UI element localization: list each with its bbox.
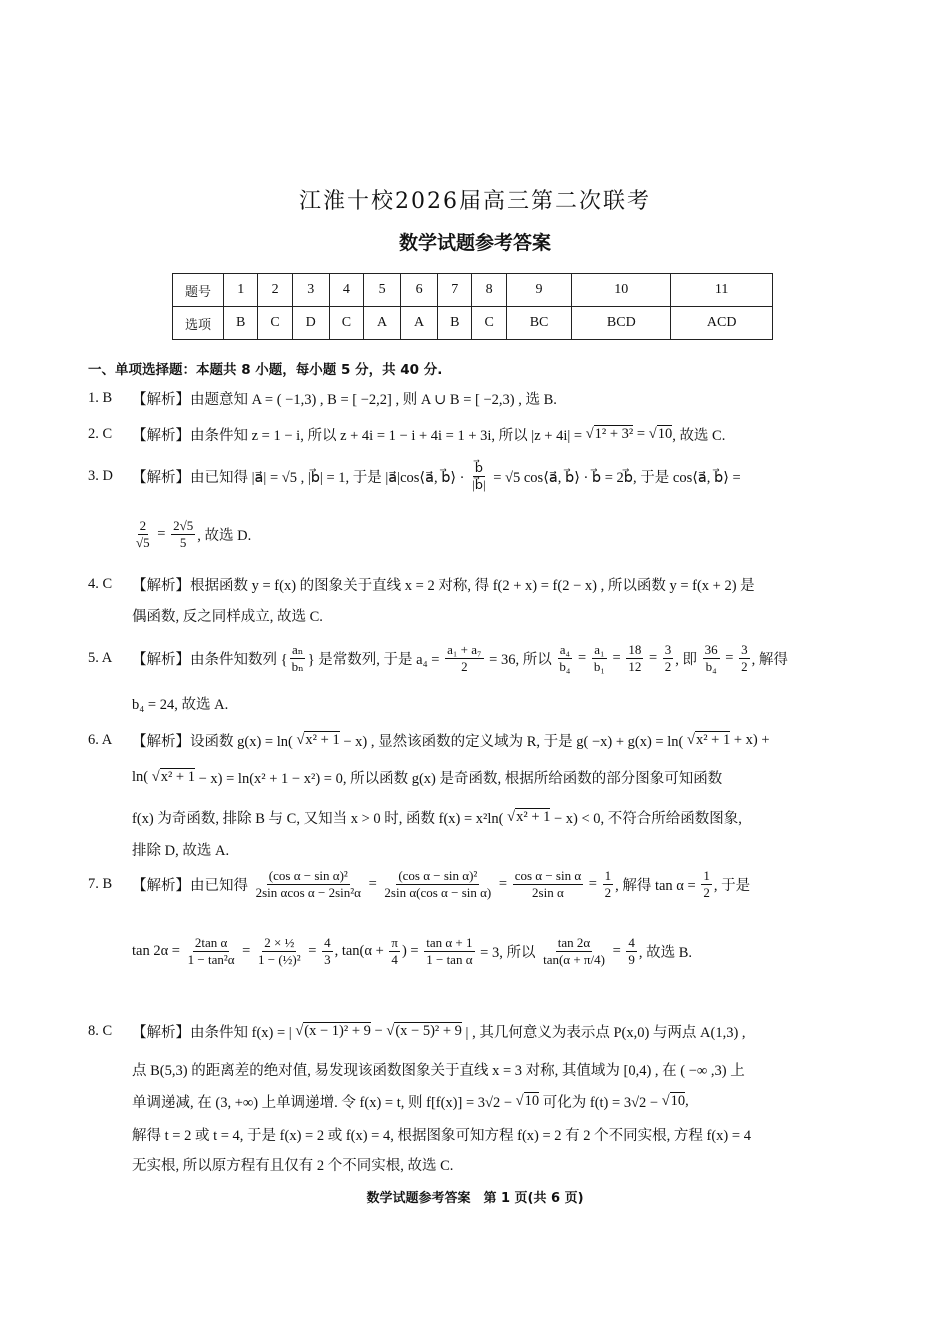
solution-line [88,388,860,409]
numerator: (cos α − sin α)² [267,868,350,885]
row-label: 选项 [173,307,224,340]
numerator: 2tan α [193,935,229,952]
denominator: 2sin α(cos α − sin α) [384,885,492,901]
text-run: = [633,426,649,442]
numerator: π [389,935,400,952]
solution-line [88,730,860,751]
radicand: x² + 1 [516,809,551,825]
text-run: , [685,1093,689,1109]
text-run: − [370,1023,387,1039]
denominator: 2 [461,659,468,675]
text-run: = [608,943,625,960]
denominator: 12 [628,659,642,675]
solution-line [132,1154,860,1175]
text-run: 偶函数, 反之同样成立, 故选 C. [132,609,323,625]
question-label: 7. B [88,876,113,893]
solution-line [132,767,860,788]
text-run: = [608,650,625,667]
question-number: 2 [258,274,292,307]
answer-table-answer-row [173,307,773,340]
answer-choice: B [224,307,258,340]
square-root [687,732,730,749]
text-run: = 36, 所以 [485,652,556,669]
numerator: a₁ [592,642,606,659]
radical-sign-icon: √ [295,1023,304,1039]
radicand: (x − 5)² + 9 [395,1023,462,1039]
radicand: 10 [524,1093,540,1109]
text-run: = [238,943,254,960]
question-number: 5 [364,274,401,307]
question-label: 2. C [88,426,113,442]
solution-line [132,518,860,552]
answer-choice: C [258,307,292,340]
numerator: 3 [739,642,750,659]
text-run: , 故选 B. [638,945,693,962]
solution-line [88,460,860,494]
fraction [557,642,572,676]
text-run: , 故选 D. [197,528,252,545]
numerator: 18 [626,642,643,659]
question-label: 5. A [88,650,113,667]
denominator: b₄ [705,659,717,675]
question-label: 3. D [88,468,113,485]
denominator: 9 [628,952,635,968]
radical-sign-icon: √ [648,426,657,442]
denominator: 2 [703,885,710,901]
fraction [382,868,493,902]
text-run: − x) , 显然该函数的定义域为 R, 于是 g( −x) + g(x) = ln( [339,734,687,750]
numerator: 2 [138,518,149,535]
denominator: 4 [391,952,398,968]
square-root [386,1023,462,1040]
radicand: 10 [670,1093,686,1109]
question-label: 6. A [88,732,113,748]
solution-line [88,868,860,902]
text-run: 排除 D, 故选 A. [132,843,230,859]
text-run: − x) = ln(x² + 1 − x²) = 0, 所以函数 g(x) 是奇函数, 根据所给函数的部分图象可知函数 [194,771,723,787]
radical-sign-icon: √ [296,732,305,748]
square-root [516,1093,539,1110]
fraction [290,642,306,676]
radical-sign-icon: √ [686,732,695,748]
text-run: 【解析】由条件知 f(x) = | [132,1025,296,1041]
text-run: = [574,650,590,667]
square-root [296,732,339,749]
fraction [739,642,750,676]
numerator: a₄ [558,642,572,659]
section-heading [88,358,860,378]
fraction [703,642,720,676]
text-run: 【解析】由已知得 [132,878,252,895]
numerator: tan 2α [556,935,592,952]
radical-sign-icon: √ [151,769,160,785]
text-run: 单调递减, 在 (3, +∞) 上单调递增. 令 f(x) = t, 则 f[f(x)] = 3√2 − [132,1095,516,1111]
numerator: 1 [701,868,712,885]
fraction [256,935,303,969]
text-run: , 即 [675,652,701,669]
denominator: 2sin αcos α − 2sin²α [255,885,361,901]
text-run: f(x) 为奇函数, 排除 B 与 C, 又知当 x > 0 时, 函数 f(x) = x²ln( [132,811,508,827]
radical-sign-icon: √ [661,1093,670,1109]
numerator: 2√5 [171,518,195,535]
question-number: 9 [506,274,571,307]
solution-line [88,424,860,445]
document-subtitle: 数学试题参考答案 [398,232,551,254]
square-root [152,769,195,786]
denominator: tan(α + π/4) [543,952,605,968]
numerator: (cos α − sin α)² [396,868,479,885]
solution-line [132,807,860,828]
fraction [626,935,637,969]
denominator: 2sin α [532,885,564,901]
numerator: 2 × ½ [262,935,296,952]
question-label: 8. C [88,1023,113,1039]
numerator: aₙ [290,642,305,659]
radical-sign-icon: √ [507,809,516,825]
answer-choice: A [401,307,438,340]
denominator: 2 [604,885,612,901]
text-run: 【解析】设函数 g(x) = ln( [132,734,297,750]
answer-choice: BCD [572,307,671,340]
solution-line [132,1059,860,1080]
solution-line [88,574,860,595]
question-label: 4. C [88,576,113,592]
question-label: 1. B [88,390,113,406]
text-run: = [645,650,661,667]
text-run: = [304,943,321,960]
text-run: , 解得 [751,652,788,669]
text-run: } 是常数列, 于是 a₄ = [307,652,444,669]
answer-choice: B [438,307,472,340]
text-run: ln( [132,769,152,785]
fraction [701,868,712,902]
numerator: 3 [663,642,674,659]
fraction [186,935,237,969]
text-run: b₄ = 24, 故选 A. [132,697,229,713]
answer-choice: A [364,307,401,340]
denominator: 3 [324,952,331,968]
text-run: 【解析】由条件知 z = 1 − i, 所以 z + 4i = 1 − i + 4i = 1 + 3i, 所以 |z + 4i| = [132,428,586,444]
fraction [513,868,583,902]
square-root [507,809,550,826]
radicand: (x − 1)² + 9 [304,1023,371,1039]
numerator: b⃗ [473,460,485,477]
text-run: = [585,876,601,893]
answer-choice: ACD [671,307,773,340]
answer-table-number-row [173,274,773,307]
question-number: 10 [572,274,671,307]
text-run: 【解析】根据函数 y = f(x) 的图象关于直线 x = 2 对称, 得 f(2 + x) = f(2 − x) , 所以函数 y = f(x + 2) 是 [132,578,755,594]
denominator: 1 − tan α [426,952,473,968]
text-run: = [364,876,381,893]
square-root [662,1093,685,1110]
text-run: = [495,876,511,893]
denominator: bₙ [291,659,304,675]
solution-line [132,1091,860,1112]
denominator: 1 − tan²α [187,952,235,968]
denominator: b₁ [593,659,605,675]
question-number: 4 [329,274,363,307]
answer-choice: C [472,307,506,340]
text-run: + x) + [730,732,770,748]
numerator: 4 [322,935,333,952]
question-number: 11 [671,274,773,307]
solution-line [88,642,860,676]
fraction [663,642,674,676]
question-number: 8 [472,274,506,307]
text-run: 一、单项选择题：本题共 8 小题，每小题 5 分，共 40 分. [88,362,443,378]
numerator: a₁ + a₇ [445,642,483,659]
text-run: , tan(α + [334,943,388,960]
fraction [424,935,474,969]
text-run: = 3, 所以 [476,945,540,962]
denominator: 1 − (½)² [257,952,301,968]
text-run: , 解得 tan α = [615,878,700,895]
radicand: x² + 1 [305,732,340,748]
solution-line [132,1124,860,1145]
text-run: = √5 cos⟨a⃗, b⃗⟩ · b⃗ = 2b⃗, 于是 cos⟨a⃗, b⃗⟩ = [489,470,741,487]
numerator: 4 [626,935,637,952]
fraction [470,460,487,494]
fraction [134,518,152,552]
text-run: | , 其几何意义为表示点 P(x,0) 与两点 A(1,3) , [461,1025,746,1041]
denominator: 2 [741,659,748,675]
radicand: x² + 1 [695,732,731,748]
numerator: 36 [703,642,720,659]
denominator: √5 [136,535,150,551]
text-run: 【解析】由题意知 A = ( −1,3) , B = [ −2,2] , 则 A ∪ B = [ −2,3) , 选 B. [132,392,557,408]
text-run: 无实根, 所以原方程有且仅有 2 个不同实根, 故选 C. [132,1158,454,1174]
solution-line [132,839,860,860]
text-run: tan 2α = [132,943,184,960]
question-number: 6 [401,274,438,307]
answer-choice: C [329,307,363,340]
text-run: 点 B(5,3) 的距离差的绝对值, 易发现该函数图象关于直线 x = 3 对称, 其值域为 [0,4) , 在 ( −∞ ,3) 上 [132,1063,745,1079]
text-run: = [721,650,738,667]
text-run: = [153,526,170,543]
numerator: cos α − sin α [513,868,583,885]
square-root [649,426,672,443]
text-run: ) = [401,943,423,960]
fraction [592,642,607,676]
question-number: 1 [224,274,258,307]
solution-line [132,605,860,626]
question-number: 3 [292,274,329,307]
fraction [254,868,363,902]
denominator: b₄ [559,659,571,675]
text-run: 可化为 f(t) = 3√2 − [539,1095,662,1111]
denominator: |b⃗| [472,477,486,493]
radical-sign-icon: √ [515,1093,524,1109]
text-run: − x) < 0, 不符合所给函数图象, [550,811,742,827]
fraction [626,642,643,676]
fraction [603,868,614,902]
fraction [445,642,483,676]
radical-sign-icon: √ [386,1023,395,1039]
square-root [295,1023,371,1040]
fraction [389,935,400,969]
square-root [586,426,634,443]
fraction [541,935,607,969]
text-run: 解得 t = 2 或 t = 4, 于是 f(x) = 2 或 f(x) = 4, 根据图象可知方程 f(x) = 2 有 2 个不同实根, 方程 f(x) = 4 [132,1128,751,1144]
page-footer: 数学试题参考答案 第 1 页(共 6 页) [366,1191,584,1206]
answer-choice: BC [506,307,571,340]
solution-line [88,1021,860,1042]
radicand: x² + 1 [160,769,195,785]
solution-line [132,693,860,714]
numerator: tan α + 1 [424,935,474,952]
text-run: 【解析】由条件知数列 { [132,652,288,669]
radicand: 10 [657,426,673,442]
denominator: 2 [664,659,672,675]
radical-sign-icon: √ [585,426,594,442]
answer-choice: D [292,307,329,340]
answer-table [172,273,773,340]
row-label: 题号 [173,274,224,307]
solution-line [132,935,860,969]
fraction [171,518,195,552]
radicand: 1² + 3² [594,426,634,442]
text-run: , 于是 [713,878,751,895]
denominator: 5 [179,535,187,551]
text-run: 【解析】由已知得 |a⃗| = √5 , |b⃗| = 1, 于是 |a⃗|cos⟨a⃗, b⃗⟩ · [132,470,469,487]
fraction [322,935,333,969]
document-title: 江淮十校2026届高三第二次联考 [299,189,651,214]
question-number: 7 [438,274,472,307]
text-run: , 故选 C. [672,428,726,444]
numerator: 1 [603,868,614,885]
